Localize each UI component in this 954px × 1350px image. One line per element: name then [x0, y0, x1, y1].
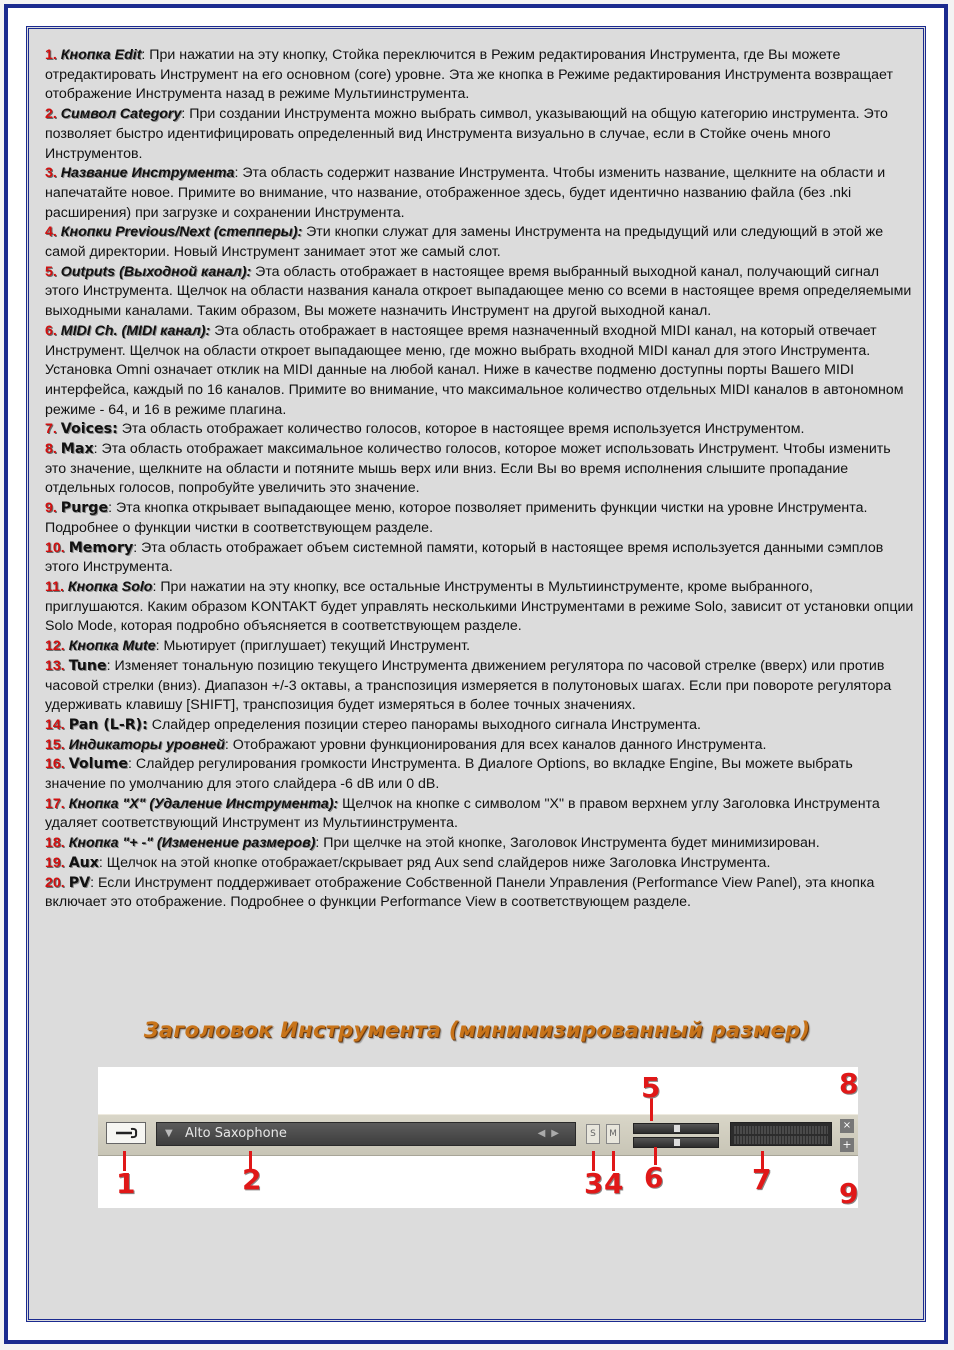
entry-number: 4.: [45, 224, 57, 241]
entry-term: Кнопка Solo: [67, 578, 153, 595]
entry-number: 1.: [45, 47, 57, 63]
entry-term: Voices:: [60, 421, 118, 438]
entry-text: Эта область отображает в настоящее время выбранный выходной канал, получающий сигнал этого Инструмента. Щелчок на области названия канала откроет выпадающее меню со всеми в настоящее время определяемыми выходными каналами. Таким образом, Вы можете назначить Инструмент на другой выходной канал.: [45, 263, 912, 320]
entry-number: 9.: [45, 500, 57, 517]
entry-term: Индикаторы уровней: [68, 736, 225, 753]
pan-slider[interactable]: [633, 1137, 719, 1148]
instrument-header-figure: [98, 1067, 858, 1208]
callout-2: 2: [242, 1163, 262, 1196]
entry-number: 15.: [45, 736, 65, 753]
entry-number: 14.: [45, 716, 65, 733]
entry-number: 5.: [45, 263, 57, 280]
entry-text: : Щелчок на этой кнопке отображает/скрывает ряд Aux send слайдеров ниже Заголовка Инструмента.: [98, 854, 771, 871]
entry-term: Memory: [68, 539, 134, 556]
entry-number: 8.: [45, 441, 57, 458]
tune-slider[interactable]: [633, 1123, 719, 1134]
entry-text: : Эта кнопка открывает выпадающее меню, которое позволяет применить функции чистки на уровне Инструмента. Подробнее о функции чистки в соответствующем разделе.: [45, 500, 868, 536]
entry-text: : Мьютирует (приглушает) текущий Инструмент.: [155, 638, 471, 655]
entry-text: Слайдер определения позиции стерео панорамы выходного сигнала Инструмента.: [147, 716, 701, 733]
entry-term: Aux: [68, 854, 99, 871]
callout-8: 8: [839, 1067, 859, 1100]
entry-number: 13.: [45, 657, 65, 674]
entry-number: 18.: [45, 835, 65, 852]
entry-number: 12.: [45, 638, 65, 655]
solo-button[interactable]: S: [586, 1124, 600, 1144]
entry-text: : Эта область отображает максимальное количество голосов, которое может использовать Инструмент. Чтобы изменить это значение, щелкните на области и потяните мышь верх или вниз. Если Вы во время исполнения слышите пропадание отдельных голосов, попробуйте увеличить это значение.: [45, 441, 891, 497]
entry-text: Эта область отображает в настоящее время назначенный входной MIDI канал, на который отвечает Инструмент. Щелчок на области откроет выпадающее меню, где можно выбрать входной MIDI канал для этого Инструмента. Установка Omni означает отклик на MIDI данные на любой канал. Ниже в качестве подменю доступны порты Вашего MIDI интерфейса, каждый по 16 каналов. Примите во внимание, что максимальное количество отдельных MIDI каналов в автономном режиме - 64, и 16 в режиме плагина.: [45, 322, 904, 418]
section-heading: Заголовок Инструмента (минимизированный размер): [143, 1018, 811, 1042]
entry: [45, 795, 915, 834]
entry-text: : Слайдер регулирования громкости Инструмента. В Диалоге Options, во вкладке Engine, Вы можете выбрать значение по умолчанию для этого слайдера -6 dB или 0 dB.: [45, 756, 853, 793]
callout-5: 5: [641, 1071, 661, 1104]
entry-number: 20.: [45, 874, 65, 891]
entry: [45, 420, 915, 440]
entry-term: Purge: [60, 500, 109, 517]
entry: [45, 716, 915, 736]
entry-term: Кнопки Previous/Next (степперы):: [60, 224, 303, 241]
callout-6: 6: [644, 1161, 664, 1194]
entry: [45, 263, 915, 322]
entry-text: Эти кнопки служат для замены Инструмента на предыдущий или следующий в этой же самой директории. Новый Инструмент занимает этот же самый слот.: [45, 224, 884, 261]
entry-text: : Если Инструмент поддерживает отображение Собственной Панели Управления (Performance View Panel), эта кнопка включает это отображение. Подробнее о функции Performance View в соответствующем разделе.: [45, 874, 875, 911]
entry: [45, 578, 915, 637]
callout-3: 3: [584, 1167, 604, 1200]
slider-knob[interactable]: [674, 1125, 680, 1132]
entry: [45, 105, 915, 164]
entry-text: : Эта область содержит название Инструмента. Чтобы изменить название, щелкните на области и напечатайте новое. Примите во внимание, что название, отображенное здесь, будет идентично названию файла (без .nki расширения) при загрузке и сохранении Инструмента.: [45, 165, 886, 221]
entry-term: Кнопка "+ -" (Изменение размеров): [68, 835, 316, 852]
entry: [45, 223, 915, 262]
entry-number: 19.: [45, 854, 65, 871]
entry-text: Щелчок на кнопке с символом "X" в правом верхнем углу Заголовка Инструмента удаляет соответствующий Инструмент из Мультиинструмента.: [45, 795, 880, 832]
prev-next-stepper-icon[interactable]: ◀▶: [537, 1128, 565, 1139]
wrench-icon: [114, 1127, 138, 1139]
instrument-header-bar: [98, 1114, 858, 1156]
entry: [45, 736, 915, 756]
entry-term: Кнопка Mute: [68, 638, 156, 655]
entry: [45, 834, 915, 854]
entry-text: Эта область отображает количество голосов, которое в настоящее время используется Инструментом.: [117, 421, 805, 438]
entry-number: 16.: [45, 756, 65, 773]
entry-number: 2.: [45, 106, 57, 123]
entry-term: MIDI Ch. (MIDI канал):: [60, 322, 211, 339]
entry-text: : При нажатии на эту кнопку, Стойка переключится в Режим редактирования Инструмента, где Вы можете отредактировать Инструмент на его основном (core) уровне. Эта же кнопка в Режиме редактирования Инструмента возвращает отображение Инструмента назад в режиме Мультиинструмента.: [45, 47, 893, 103]
entry: [45, 657, 915, 716]
entry-term: Outputs (Выходной канал):: [60, 263, 252, 280]
entry: [45, 539, 915, 578]
meter-channel-left: [734, 1126, 828, 1134]
entry: [45, 854, 915, 874]
entry: [45, 322, 915, 421]
entry: [45, 637, 915, 657]
entry-term: Tune: [68, 657, 107, 674]
entry-term: Кнопка Edit: [60, 47, 142, 63]
entry-text: : При нажатии на эту кнопку, все остальные Инструменты в Мультиинструменте, кроме выбранного, приглушаются. Каким образом KONTAKT будет управлять несколькими Инструментами в режиме Solo, зависит от установки опции Solo Mode, которая подробно объясняется в соответствующем разделе.: [45, 578, 914, 635]
entry-text: : Отображают уровни функционирования для всех каналов данного Инструмента.: [224, 736, 767, 753]
meter-channel-right: [734, 1136, 828, 1144]
entry: [45, 755, 915, 794]
entry-term: Max: [60, 441, 94, 458]
entry: [45, 46, 915, 105]
entry-term: Название Инструмента: [60, 165, 235, 182]
callout-1: 1: [116, 1167, 136, 1200]
entry-text: : Изменяет тональную позицию текущего Инструмента движением регулятора по часовой стрелке (вверх) или против часовой стрелки (вниз). Диапазон +/-3 октавы, а транспозиция измеряется в полутоновых шагах. Если при повороте регулятора удерживать клавишу [SHIFT], транспозиция будет измеряться в более точных значениях.: [45, 657, 892, 714]
entry-term: PV: [68, 874, 91, 891]
entry-term: Pan (L-R):: [68, 716, 148, 733]
mute-button[interactable]: M: [606, 1124, 620, 1144]
entry-number: 10.: [45, 539, 65, 556]
entry-number: 17.: [45, 795, 65, 812]
category-dropdown-icon[interactable]: ▼: [165, 1128, 173, 1139]
slider-knob[interactable]: [674, 1139, 680, 1146]
close-button[interactable]: ×: [840, 1119, 854, 1133]
entry-number: 11.: [45, 578, 64, 595]
entry: [45, 874, 915, 913]
callout-9: 9: [839, 1177, 859, 1210]
entry: [45, 440, 915, 499]
entry-number: 6.: [45, 322, 57, 339]
entry-text: : Эта область отображает объем системной памяти, который в настоящее время используется данными сэмплов этого Инструмента.: [45, 539, 884, 576]
entry: [45, 499, 915, 538]
level-meter: [730, 1122, 832, 1146]
entry-number: 7.: [45, 421, 57, 438]
resize-button[interactable]: +: [840, 1138, 854, 1152]
entry-text: : При создании Инструмента можно выбрать символ, указывающий на общую категорию инструмента. Это позволяет быстро идентифицировать определенный вид Инструмента визуально в случае, если в Стойке очень много Инструментов.: [45, 106, 888, 162]
document-body: [45, 46, 915, 913]
entry: [45, 164, 915, 223]
entry-term: Символ Category: [60, 106, 182, 123]
entry-term: Volume: [68, 756, 129, 773]
entry-number: 3.: [45, 165, 57, 182]
entry-text: : При щелчке на этой кнопке, Заголовок Инструмента будет минимизирован.: [315, 835, 820, 852]
callout-4: 4: [604, 1167, 624, 1200]
callout-7: 7: [752, 1163, 772, 1196]
edit-button[interactable]: [106, 1122, 146, 1144]
instrument-name-field[interactable]: [156, 1122, 576, 1146]
entry-term: Кнопка "X" (Удаление Инструмента):: [68, 795, 339, 812]
instrument-name: Alto Saxophone: [185, 1126, 287, 1141]
